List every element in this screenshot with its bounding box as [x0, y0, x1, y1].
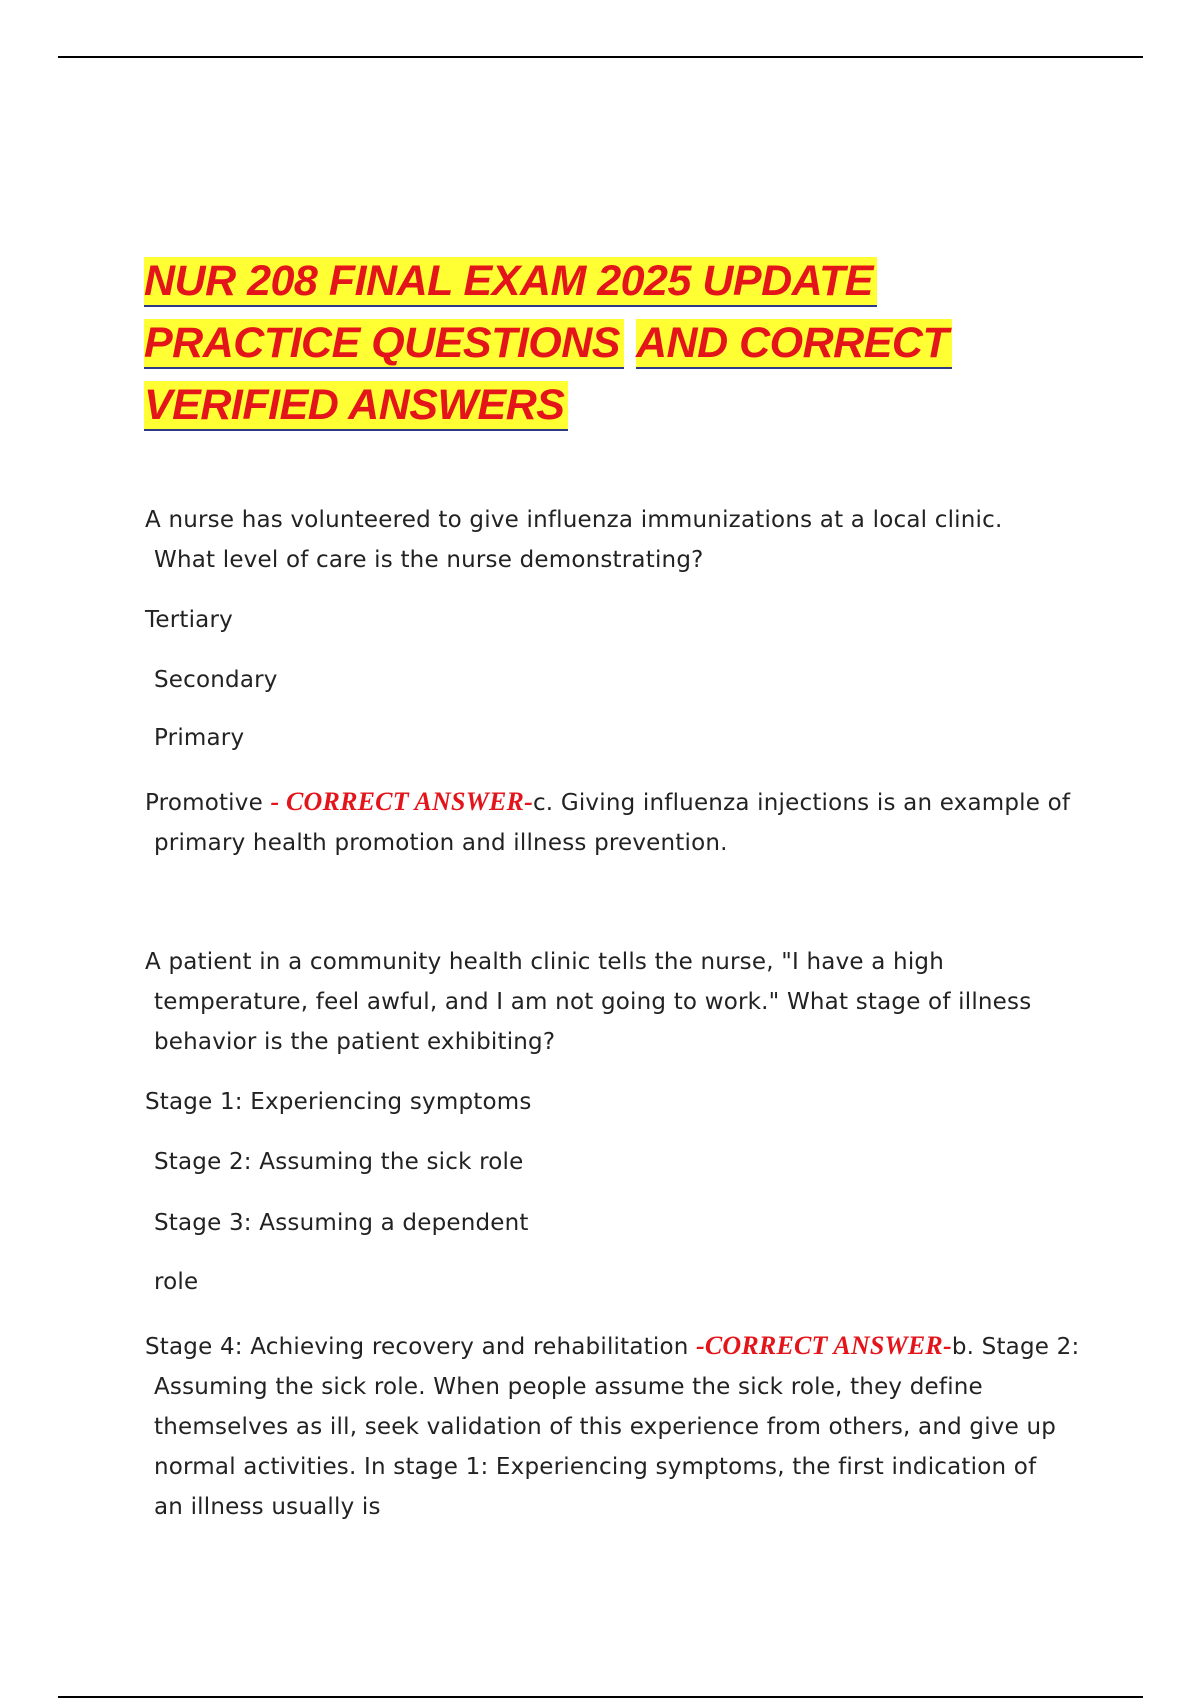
question-2-option-3-continued: role: [154, 1269, 199, 1295]
title-line-2: PRACTICE QUESTIONS AND CORRECT: [144, 312, 1024, 374]
top-rule: [58, 56, 1143, 58]
title-line-3: VERIFIED ANSWERS: [144, 374, 1024, 436]
question-1-stem: A nurse has volunteered to give influenza immunizations at a local clinic. What level of care is the nurse demonstrating?: [145, 507, 1003, 573]
question-2-option-2: Stage 2: Assuming the sick role: [154, 1149, 524, 1175]
question-2-answer: Stage 4: Achieving recovery and rehabilitation -CORRECT ANSWER-b. Stage 2: Assuming the sick role. When people assume the sick role, they define themselves as ill, seek validation of this experience from others, and give up normal activities. In stage 1: Experiencing symptoms, the first indication of an illness usually is: [145, 1331, 1080, 1520]
question-1-option-1: Tertiary: [145, 607, 233, 633]
question-1: [145, 500, 1085, 580]
question-1-option-3: Primary: [154, 725, 245, 751]
question-2-option-1: Stage 1: Experiencing symptoms: [145, 1089, 532, 1115]
correct-answer-tag: - CORRECT ANSWER-: [270, 787, 533, 816]
question-2-option-3: Stage 3: Assuming a dependent: [154, 1210, 529, 1236]
question-2-stem: A patient in a community health clinic tells the nurse, "I have a high temperature, feel awful, and I am not going to work." What stage of illness behavior is the patient exhibiting?: [145, 949, 1032, 1055]
correct-answer-tag: -CORRECT ANSWER-: [696, 1331, 952, 1360]
title-line-1: NUR 208 FINAL EXAM 2025 UPDATE: [144, 250, 1024, 312]
question-1-answer: Promotive - CORRECT ANSWER-c. Giving influenza injections is an example of primary health promotion and illness prevention.: [145, 787, 1071, 856]
bottom-rule: [58, 1696, 1143, 1698]
question-2: [145, 942, 1085, 1062]
question-1-option-2: Secondary: [154, 667, 278, 693]
document-title: [144, 250, 1024, 436]
